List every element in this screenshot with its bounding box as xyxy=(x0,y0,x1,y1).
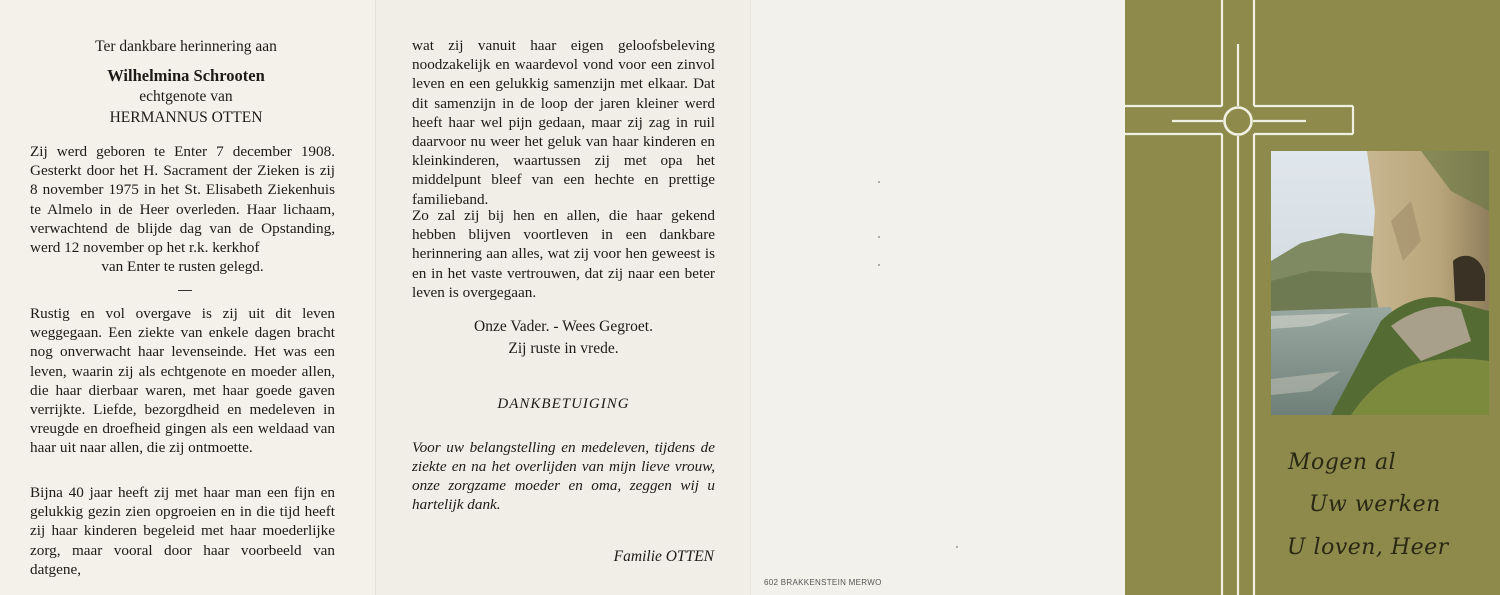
thanks-text: Voor uw belangstelling en medeleven, tijdens de ziekte en na het overlijden van mijn lieve vrouw, onze zorgzame moeder en oma, zeggen wij u hartelijk dank. xyxy=(412,439,715,513)
spouse-name: HERMANNUS OTTEN xyxy=(109,109,263,126)
card-panel-left xyxy=(0,0,375,595)
paper-speck xyxy=(878,181,880,183)
motto-line-1: Mogen al xyxy=(1288,450,1397,475)
motto-line-3: U loven, Heer xyxy=(1287,535,1449,560)
family-paragraph: Bijna 40 jaar heeft zij met haar man een fijn en gelukkig gezin zien opgroeien en in die tijd heeft zij haar kinderen begeleid met haar moederlijke zorg, maar vooral door haar voorbeeld van datgene, xyxy=(30,484,335,578)
biography-last-line: van Enter te rusten gelegd. xyxy=(101,258,264,276)
life-paragraph: Rustig en vol overgave is zij uit dit leven weggegaan. Een ziekte van enkele dagen bracht nog onverwacht haar levenseinde. Het was een leven, waarin zij als echtgenote en moeder allen, die haar dierbaar waren, met haar goede gaven verrijkte. Liefde, bezorgdheid en medeleven in vreugde en droefheid gingen als een weldaad van haar uit naar allen, die zij ontmoette. xyxy=(30,305,335,457)
paper-speck xyxy=(878,236,880,238)
paper-speck xyxy=(878,264,880,266)
thanks-heading: DANKBETUIGING xyxy=(497,396,630,412)
card-panel-blank xyxy=(750,0,1125,595)
printer-imprint: 602 BRAKKENSTEIN MERWO xyxy=(764,578,882,587)
biography-text: Zij werd geboren te Enter 7 december 1908. Gesterkt door het H. Sacrament der Zieken is zij 8 november 1975 in het St. Elisabeth Ziekenhuis te Almelo in de Heer overleden. Haar lichaam, verwachtend de blijde dag van de Opstanding, werd 12 november op het r.k. kerkhof xyxy=(30,143,335,257)
remembrance-paragraph: Zo zal zij bij hen en allen, die haar gekend hebben blijven voortleven in een dankbare herinnering aan alles, wat zij voor hen geweest is en in het vaste vertrouwen, dat zij naar een beter leven is overgegaan. xyxy=(412,207,715,301)
continuation-paragraph: wat zij vanuit haar eigen geloofsbeleving noodzakelijk en waardevol vond voor een zinvol leven en een gelukkig samenzijn met elkaar. Dat dit samenzijn in de loop der jaren kleiner werd heeft haar wel pijn gedaan, maar zij zag in ruil daarvoor nu weer het geluk van haar kinderen en kleinkinderen, waartussen zij met opa het middelpunt bleef van een hechte en prettige familieband. xyxy=(412,37,715,208)
biography-paragraph xyxy=(30,142,335,276)
landscape-photo xyxy=(1271,151,1489,415)
card-panel-middle xyxy=(375,0,750,595)
motto-line-2: Uw werken xyxy=(1309,492,1441,517)
prayer-line: Onze Vader. - Wees Gegroet. xyxy=(474,318,653,335)
deceased-name: Wilhelmina Schrooten xyxy=(107,66,265,85)
divider-dash xyxy=(178,290,192,291)
paper-speck xyxy=(956,546,958,548)
family-signature: Familie OTTEN xyxy=(613,548,714,565)
intro-line: Ter dankbare herinnering aan xyxy=(95,38,277,55)
relation-line: echtgenote van xyxy=(139,88,233,105)
intro-block xyxy=(30,36,342,128)
rest-in-peace-line: Zij ruste in vrede. xyxy=(508,340,619,357)
card-panel-cover xyxy=(1125,0,1500,595)
